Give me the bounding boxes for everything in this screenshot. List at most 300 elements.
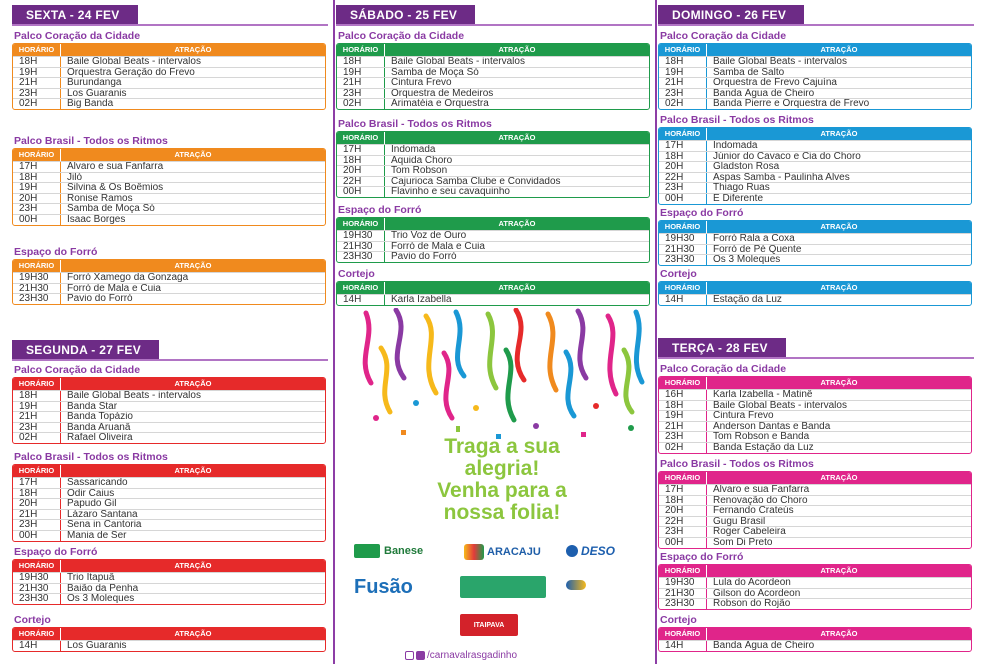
table-row [13, 203, 325, 214]
header-act: ATRAÇÃO [820, 283, 858, 292]
time-cell: 19H30 [659, 234, 707, 244]
time-cell: 20H [659, 506, 707, 516]
day-sabado [336, 5, 652, 24]
time-cell: 18H [13, 391, 61, 401]
header-time: HORÁRIO [659, 128, 707, 140]
header-time: HORÁRIO [337, 132, 385, 144]
table-row [659, 640, 971, 651]
table-header [13, 260, 325, 272]
table-row [13, 583, 325, 594]
column-left [12, 0, 328, 664]
table-row [659, 598, 971, 609]
stage-sabado-1 [336, 118, 650, 198]
slogan-line: nossa folia! [443, 501, 561, 524]
act-cell: Som Di Preto [713, 537, 773, 548]
table-row [659, 88, 971, 99]
header-time: HORÁRIO [337, 218, 385, 230]
act-cell: Banda Star [67, 401, 118, 412]
time-cell: 23H [659, 432, 707, 442]
header-act: ATRAÇÃO [820, 473, 858, 482]
time-cell: 23H30 [337, 252, 385, 262]
header-act: ATRAÇÃO [820, 45, 858, 54]
schedule-table [658, 471, 972, 549]
act-cell: Ronise Ramos [67, 193, 133, 204]
day-title: SEGUNDA - 27 FEV [12, 340, 159, 359]
header-act: ATRAÇÃO [174, 261, 212, 270]
table-row [659, 193, 971, 204]
act-cell: Pavio do Forró [67, 294, 133, 304]
deso-logo: DESO [566, 544, 615, 558]
column-right [658, 0, 974, 664]
stage-title: Espaço do Forró [14, 546, 98, 558]
table-row [13, 56, 325, 67]
table-row [659, 56, 971, 67]
act-cell: Samba de Salto [713, 67, 785, 78]
column-divider [655, 0, 657, 664]
time-cell: 20H [13, 499, 61, 509]
day-title: DOMINGO - 26 FEV [658, 5, 804, 24]
act-cell: Sena in Cantoria [67, 520, 142, 530]
header-act: ATRAÇÃO [174, 466, 212, 475]
table-row [659, 588, 971, 599]
act-cell: Álvaro e sua Fanfarra [67, 162, 164, 172]
act-cell: Gilson do Acordeon [713, 588, 801, 599]
act-cell: Robson do Rojão [713, 599, 791, 609]
time-cell: 14H [13, 641, 61, 651]
act-cell: Indomada [391, 145, 436, 155]
table-header [337, 44, 649, 56]
table-row [659, 431, 971, 442]
act-cell: Big Banda [67, 99, 114, 109]
act-cell: Gugu Brasil [713, 516, 766, 527]
time-cell: 21H [13, 412, 61, 422]
act-cell: Estação da Luz [713, 295, 782, 305]
act-cell: Lula do Acordeon [713, 578, 791, 588]
act-cell: Trio Itapuã [67, 573, 115, 583]
time-cell: 23H30 [13, 294, 61, 304]
header-time: HORÁRIO [13, 378, 61, 390]
header-act: ATRAÇÃO [174, 379, 212, 388]
table-row [337, 186, 649, 197]
table-row [659, 67, 971, 78]
table-header [337, 282, 649, 294]
fusao-logo: Fusão [354, 576, 413, 598]
header-time: HORÁRIO [659, 628, 707, 640]
stage-sexta-2 [12, 246, 326, 305]
schedule-table [12, 377, 326, 444]
table-row [659, 495, 971, 506]
time-cell: 18H [337, 156, 385, 166]
stage-title: Palco Brasil - Todos os Ritmos [660, 114, 814, 126]
act-cell: Baile Global Beats - intervalos [67, 57, 201, 67]
table-row [659, 537, 971, 548]
time-cell: 19H [13, 68, 61, 78]
stage-sexta-1 [12, 135, 326, 226]
table-header [337, 218, 649, 230]
header-time: HORÁRIO [337, 282, 385, 294]
sponsor-logos [350, 540, 650, 640]
stage-terca-1 [658, 458, 972, 549]
act-cell: Mania de Ser [67, 530, 127, 541]
time-cell: 17H [13, 162, 61, 172]
table-row [13, 509, 325, 520]
stage-title: Palco Coração da Cidade [338, 30, 465, 42]
table-row [659, 98, 971, 109]
header-time: HORÁRIO [659, 565, 707, 577]
slogan-line: alegria! [464, 457, 540, 480]
table-row [13, 272, 325, 283]
header-time: HORÁRIO [337, 44, 385, 56]
header-act: ATRAÇÃO [498, 283, 536, 292]
time-cell: 16H [659, 390, 707, 400]
time-cell: 17H [13, 478, 61, 488]
table-row [659, 421, 971, 432]
schedule-table [658, 376, 972, 454]
table-header [659, 128, 971, 140]
act-cell: Sassaricando [67, 478, 128, 488]
schedule-table [12, 464, 326, 542]
act-cell: Orquestra Geração do Frevo [67, 67, 195, 78]
act-cell: Tom Robson [391, 166, 448, 176]
act-cell: Cintura Frevo [713, 411, 774, 421]
table-row [337, 165, 649, 176]
time-cell: 19H [659, 411, 707, 421]
day-sexta [12, 5, 328, 24]
stage-title: Palco Brasil - Todos os Ritmos [338, 118, 492, 130]
table-row [659, 77, 971, 88]
act-cell: Baile Global Beats - intervalos [713, 400, 847, 411]
table-row [659, 172, 971, 183]
table-row [659, 140, 971, 151]
act-cell: Anderson Dantas e Banda [713, 421, 831, 432]
table-row [13, 498, 325, 509]
act-cell: Tom Robson e Banda [713, 432, 810, 442]
table-header [13, 465, 325, 477]
stage-title: Palco Brasil - Todos os Ritmos [14, 451, 168, 463]
table-row [13, 77, 325, 88]
stage-title: Espaço do Forró [14, 246, 98, 258]
stage-title: Cortejo [660, 614, 697, 626]
table-header [13, 149, 325, 161]
act-cell: Banda Água de Cheiro [713, 88, 815, 99]
header-act: ATRAÇÃO [820, 222, 858, 231]
time-cell: 23H [13, 520, 61, 530]
table-header [659, 282, 971, 294]
act-cell: Karla Izabella [391, 295, 452, 305]
time-cell: 19H [337, 68, 385, 78]
table-header [659, 221, 971, 233]
header-act: ATRAÇÃO [174, 561, 212, 570]
act-cell: Os 3 Moleques [713, 255, 781, 265]
table-row [337, 155, 649, 166]
table-header [13, 44, 325, 56]
table-row [659, 151, 971, 162]
table-row [659, 516, 971, 527]
stage-title: Palco Coração da Cidade [14, 364, 141, 376]
act-cell: Papudo Gil [67, 499, 117, 509]
time-cell: 00H [659, 194, 707, 204]
header-time: HORÁRIO [659, 472, 707, 484]
act-cell: Flavinho e seu cavaquinho [391, 187, 510, 197]
header-act: ATRAÇÃO [498, 133, 536, 142]
act-cell: Cintura Frevo [391, 78, 452, 88]
time-cell: 02H [13, 433, 61, 443]
table-row [13, 411, 325, 422]
table-row [659, 484, 971, 495]
schedule-table [336, 43, 650, 110]
time-cell: 19H [13, 402, 61, 412]
time-cell: 18H [13, 489, 61, 499]
table-row [13, 422, 325, 433]
table-row [337, 77, 649, 88]
social-handle-text: /carnavalrasgadinho [427, 650, 518, 661]
table-header [659, 565, 971, 577]
time-cell: 02H [659, 443, 707, 453]
act-cell: Jiló [67, 172, 83, 183]
time-cell: 14H [337, 295, 385, 305]
table-row [13, 214, 325, 225]
confetti-illustration [356, 308, 648, 443]
time-cell: 23H [659, 527, 707, 537]
table-row [659, 410, 971, 421]
schedule-table [12, 259, 326, 305]
stage-title: Palco Coração da Cidade [660, 363, 787, 375]
slogan-line: Venha para a [437, 479, 567, 502]
table-header [13, 560, 325, 572]
social-handle [405, 650, 517, 661]
table-row [13, 519, 325, 530]
header-act: ATRAÇÃO [174, 150, 212, 159]
table-row [337, 88, 649, 99]
schedule-table [658, 43, 972, 110]
column-middle [336, 0, 652, 664]
table-row [659, 161, 971, 172]
act-cell: Aspas Samba - Paulinha Alves [713, 172, 850, 183]
table-row [13, 572, 325, 583]
table-row [13, 593, 325, 604]
time-cell: 21H30 [13, 284, 61, 294]
table-row [337, 294, 649, 305]
header-time: HORÁRIO [659, 377, 707, 389]
table-row [337, 56, 649, 67]
table-row [13, 401, 325, 412]
act-cell: Gladston Rosa [713, 162, 780, 172]
table-row [337, 176, 649, 187]
day-title: SEXTA - 24 FEV [12, 5, 138, 24]
table-row [659, 254, 971, 265]
stage-domingo-2 [658, 207, 972, 266]
stage-domingo-1 [658, 114, 972, 205]
time-cell: 21H30 [659, 245, 707, 255]
time-cell: 14H [659, 641, 707, 651]
table-header [337, 132, 649, 144]
aracaju-logo: ARACAJU [464, 544, 541, 560]
table-header [13, 628, 325, 640]
act-cell: Banda Água de Cheiro [713, 641, 815, 651]
day-title: TERÇA - 28 FEV [658, 338, 786, 357]
time-cell: 23H [337, 89, 385, 99]
act-cell: Aquida Choro [391, 155, 453, 166]
schedule-table [336, 281, 650, 306]
stage-title: Espaço do Forró [338, 204, 422, 216]
act-cell: É Diferente [713, 193, 764, 204]
stage-domingo-0 [658, 30, 972, 110]
day-title: SÁBADO - 25 FEV [336, 5, 475, 24]
header-act: ATRAÇÃO [820, 629, 858, 638]
act-cell: Los Guaranis [67, 88, 127, 99]
act-cell: Banda Estação da Luz [713, 442, 814, 453]
time-cell: 20H [13, 194, 61, 204]
time-cell: 21H [659, 422, 707, 432]
act-cell: Lázaro Santana [67, 509, 138, 520]
table-header [13, 378, 325, 390]
time-cell: 19H30 [659, 578, 707, 588]
table-row [13, 88, 325, 99]
header-act: ATRAÇÃO [820, 129, 858, 138]
table-row [659, 526, 971, 537]
act-cell: Pavio do Forró [391, 252, 457, 262]
time-cell: 00H [13, 215, 61, 225]
table-row [337, 67, 649, 78]
table-row [659, 577, 971, 588]
table-row [659, 294, 971, 305]
time-cell: 19H30 [13, 573, 61, 583]
stage-segunda-3 [12, 614, 326, 652]
header-act: ATRAÇÃO [498, 45, 536, 54]
header-act: ATRAÇÃO [174, 45, 212, 54]
stage-title: Palco Coração da Cidade [660, 30, 787, 42]
slogan [356, 436, 648, 524]
table-row [659, 400, 971, 411]
table-row [337, 98, 649, 109]
stage-segunda-1 [12, 451, 326, 542]
act-cell: Odir Caius [67, 488, 115, 499]
header-act: ATRAÇÃO [820, 566, 858, 575]
act-cell: Arimatéia e Orquestra [391, 99, 489, 109]
schedule-table [658, 127, 972, 205]
time-cell: 21H [13, 510, 61, 520]
time-cell: 21H30 [13, 584, 61, 594]
stage-title: Cortejo [338, 268, 375, 280]
banese-logo: Banese [354, 544, 423, 558]
table-row [13, 477, 325, 488]
header-time: HORÁRIO [13, 560, 61, 572]
table-row [13, 390, 325, 401]
header-time: HORÁRIO [13, 465, 61, 477]
table-row [13, 432, 325, 443]
act-cell: Baile Global Beats - intervalos [391, 57, 525, 67]
stage-title: Espaço do Forró [660, 207, 744, 219]
time-cell: 22H [659, 517, 707, 527]
slogan-line: Traga a sua [444, 435, 560, 458]
time-cell: 18H [659, 57, 707, 67]
schedule-table [12, 43, 326, 110]
act-cell: Baile Global Beats - intervalos [713, 57, 847, 67]
act-cell: Os 3 Moleques [67, 594, 135, 604]
time-cell: 22H [337, 177, 385, 187]
time-cell: 17H [659, 141, 707, 151]
time-cell: 17H [659, 485, 707, 495]
time-cell: 00H [659, 538, 707, 548]
time-cell: 18H [659, 401, 707, 411]
act-cell: Banda Topázio [67, 412, 133, 422]
table-row [13, 640, 325, 651]
act-cell: Isaac Borges [67, 214, 126, 225]
header-time: HORÁRIO [13, 260, 61, 272]
stage-title: Palco Brasil - Todos os Ritmos [660, 458, 814, 470]
act-cell: Samba de Moça Só [391, 67, 479, 78]
table-row [13, 182, 325, 193]
table-header [659, 628, 971, 640]
act-cell: Renovação do Choro [713, 495, 808, 506]
time-cell: 02H [337, 99, 385, 109]
table-row [659, 505, 971, 516]
time-cell: 02H [659, 99, 707, 109]
stage-title: Palco Coração da Cidade [14, 30, 141, 42]
act-cell: Karla Izabella - Matinê [713, 390, 813, 400]
time-cell: 23H [13, 423, 61, 433]
header-time: HORÁRIO [659, 282, 707, 294]
stage-title: Palco Brasil - Todos os Ritmos [14, 135, 168, 147]
act-cell: Forró de Pé Quente [713, 244, 802, 255]
itaipava-logo: ITAIPAVA [460, 614, 518, 636]
schedule-table [658, 564, 972, 610]
act-cell: Trio Voz de Ouro [391, 231, 467, 241]
schedule-table [658, 281, 972, 306]
table-row [13, 67, 325, 78]
time-cell: 18H [13, 57, 61, 67]
act-cell: Burundanga [67, 78, 122, 88]
act-cell: Samba de Moça Só [67, 204, 155, 214]
time-cell: 18H [13, 173, 61, 183]
table-row [13, 530, 325, 541]
time-cell: 18H [659, 496, 707, 506]
table-row [659, 442, 971, 453]
table-row [659, 233, 971, 244]
time-cell: 00H [13, 531, 61, 541]
column-divider [333, 0, 335, 664]
stage-sabado-3 [336, 268, 650, 306]
act-cell: Silvina & Os Boêmios [67, 183, 164, 193]
stage-segunda-0 [12, 364, 326, 444]
table-row [337, 251, 649, 262]
time-cell: 21H30 [337, 242, 385, 252]
header-time: HORÁRIO [13, 149, 61, 161]
time-cell: 23H [13, 89, 61, 99]
time-cell: 19H [13, 183, 61, 193]
stage-sexta-0 [12, 30, 326, 110]
act-cell: Forró Xamego da Gonzaga [67, 273, 189, 283]
stage-title: Cortejo [660, 268, 697, 280]
stage-terca-0 [658, 363, 972, 454]
header-act: ATRAÇÃO [498, 219, 536, 228]
time-cell: 21H30 [659, 589, 707, 599]
time-cell: 21H [337, 78, 385, 88]
schedule-table [12, 148, 326, 226]
act-cell: Cajurioca Samba Clube e Convidados [391, 176, 561, 187]
act-cell: Los Guaranis [67, 641, 127, 651]
table-row [659, 182, 971, 193]
act-cell: Forró de Mala e Cuia [67, 283, 161, 294]
schedule-table [658, 220, 972, 266]
time-cell: 23H30 [659, 255, 707, 265]
act-cell: Baile Global Beats - intervalos [67, 391, 201, 401]
facebook-icon [416, 651, 425, 660]
stage-sabado-2 [336, 204, 650, 263]
table-row [659, 389, 971, 400]
act-cell: Orquestra de Frevo Cajuína [713, 78, 837, 88]
act-cell: Thiago Ruas [713, 183, 770, 193]
